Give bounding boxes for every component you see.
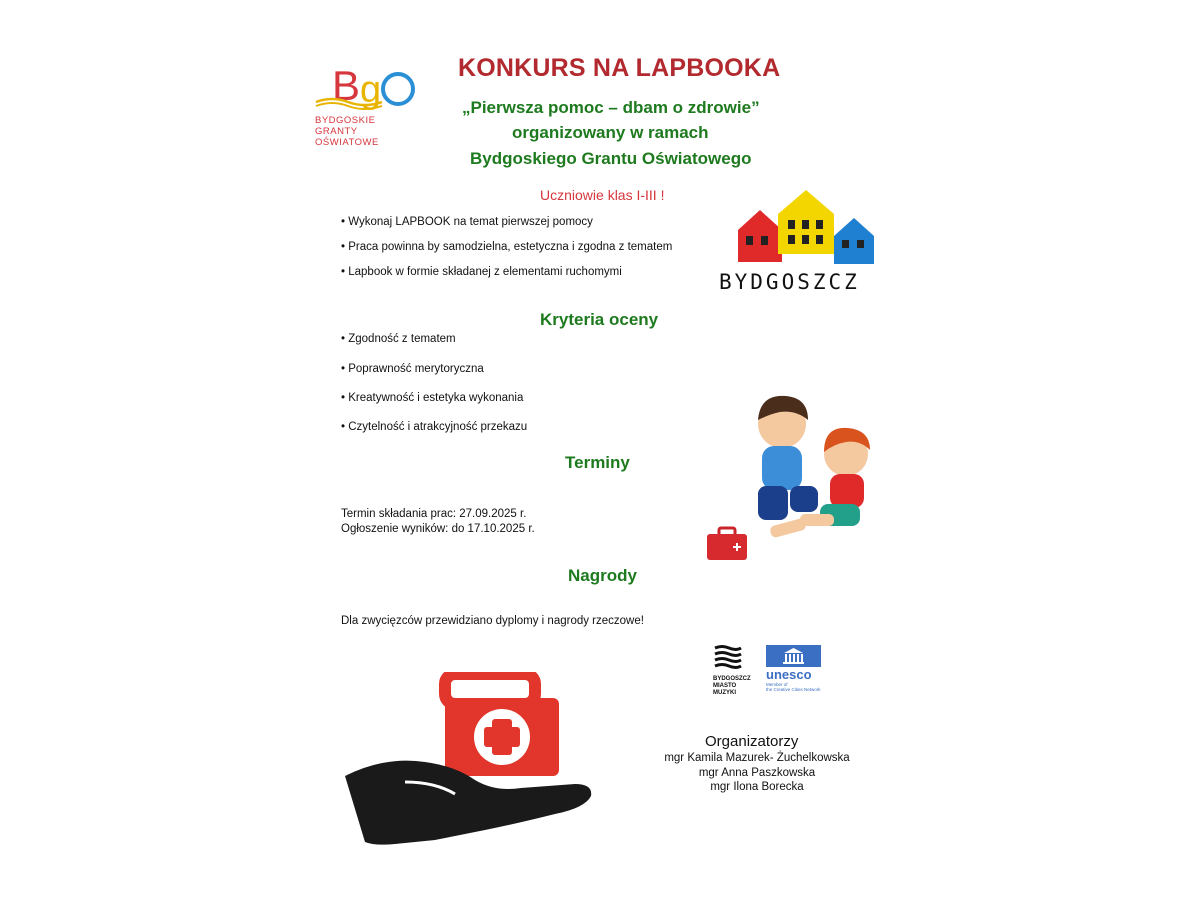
criteria-item: • Zgodność z tematem bbox=[341, 333, 456, 345]
bgo-line3: OŚWIATOWE bbox=[315, 137, 379, 148]
music-waves-icon bbox=[713, 645, 743, 671]
bgo-logo bbox=[312, 58, 422, 148]
hand-with-first-aid-kit-icon bbox=[345, 672, 595, 852]
deadline-results: Ogłoszenie wyników: do 17.10.2025 r. bbox=[341, 523, 535, 535]
criteria-item: • Kreatywność i estetyka wykonania bbox=[341, 392, 523, 404]
unesco-label: unesco bbox=[766, 667, 812, 682]
intro-item: • Praca powinna by samodzielna, estetyczna i zgodna z tematem bbox=[341, 241, 672, 253]
intro-item: • Lapbook w formie składanej z elementami ruchomymi bbox=[341, 266, 622, 278]
organizer-name: mgr Ilona Borecka bbox=[710, 781, 804, 793]
audience-note: Uczniowie klas I-III ! bbox=[540, 187, 665, 203]
unesco-logo bbox=[766, 645, 826, 695]
music-city-logo bbox=[713, 645, 763, 697]
svg-text:B: B bbox=[332, 62, 361, 109]
subtitle-grant: Bydgoskiego Grantu Oświatowego bbox=[470, 149, 752, 168]
bgo-line1: BYDGOSKIE bbox=[315, 115, 376, 126]
criteria-item: • Poprawność merytoryczna bbox=[341, 363, 484, 375]
organizers-heading: Organizatorzy bbox=[705, 733, 799, 750]
bydgoszcz-houses-icon bbox=[716, 188, 888, 268]
criteria-item: • Czytelność i atrakcyjność przekazu bbox=[341, 421, 527, 433]
bgo-logo-mark bbox=[312, 58, 422, 110]
organizer-name: mgr Anna Paszkowska bbox=[698, 767, 816, 779]
music-city-line3: MUZYKI bbox=[713, 690, 736, 696]
bydgoszcz-logo bbox=[716, 188, 888, 296]
criteria-heading: Kryteria oceny bbox=[540, 310, 659, 329]
organizer-name: mgr Kamila Mazurek- Żuchelkowska bbox=[664, 752, 850, 764]
small-first-aid-kit-icon bbox=[705, 526, 749, 562]
prizes-text: Dla zwycięzców przewidziano dyplomy i nagrody rzeczowe! bbox=[341, 615, 644, 627]
deadline-submission: Termin składania prac: 27.09.2025 r. bbox=[341, 508, 527, 520]
music-city-line2: MIASTO bbox=[713, 683, 737, 689]
page-title: KONKURS NA LAPBOOKA bbox=[458, 54, 781, 82]
intro-item: • Wykonaj LAPBOOK na temat pierwszej pomocy bbox=[341, 216, 593, 228]
unesco-sub1: Member of bbox=[766, 682, 788, 687]
subtitle-organized: organizowany w ramach bbox=[512, 123, 709, 142]
bgo-line2: GRANTY bbox=[315, 126, 358, 137]
prizes-heading: Nagrody bbox=[568, 566, 637, 585]
unesco-sub2: the Creative Cities Network bbox=[766, 687, 821, 692]
svg-text:g: g bbox=[360, 69, 382, 110]
unesco-temple-icon bbox=[766, 645, 821, 667]
deadlines-heading: Terminy bbox=[565, 453, 630, 472]
music-city-line1: BYDGOSZCZ bbox=[713, 676, 751, 682]
bydgoszcz-logo-text: BYDGOSZCZ bbox=[719, 270, 860, 294]
subtitle-theme: „Pierwsza pomoc – dbam o zdrowie” bbox=[462, 98, 760, 117]
